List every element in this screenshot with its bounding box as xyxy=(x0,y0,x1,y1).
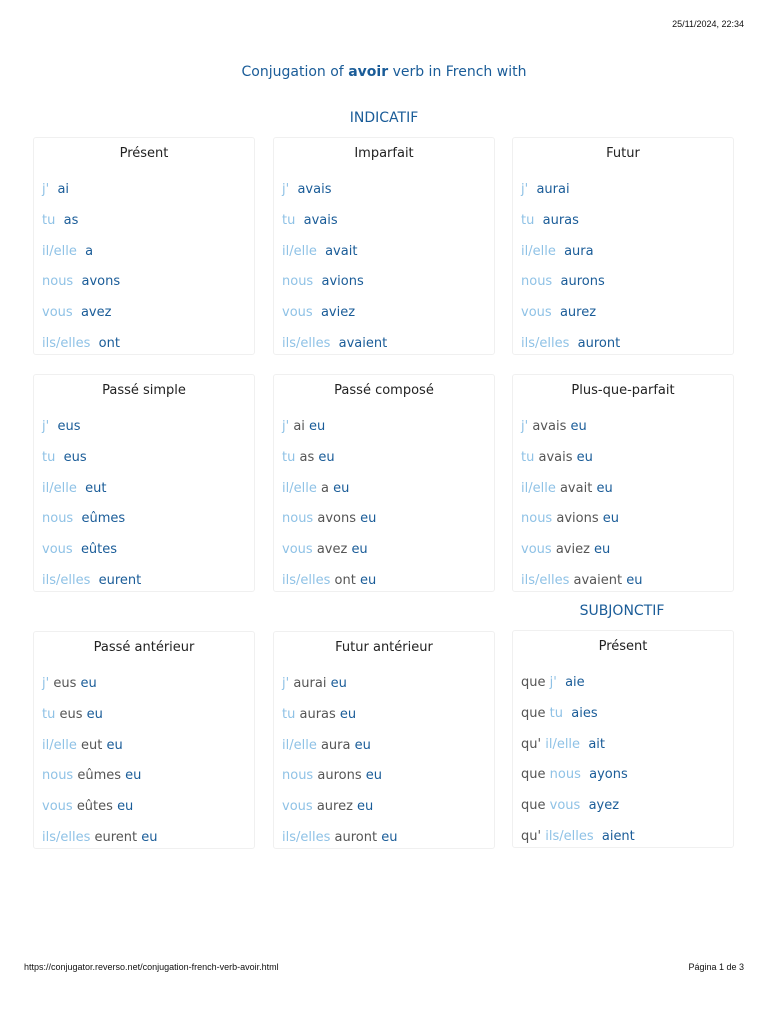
auxiliary: eûtes xyxy=(76,799,113,815)
verb-form: avais xyxy=(303,212,338,228)
verb-form: eu xyxy=(106,737,123,753)
pronoun: nous xyxy=(282,274,314,290)
verb-form: eus xyxy=(57,419,81,434)
pronoun: vous xyxy=(42,305,73,321)
auxiliary: eurent xyxy=(94,829,138,845)
auxiliary: eus xyxy=(53,676,77,691)
pronoun: nous xyxy=(282,768,314,784)
auxiliary: avaient xyxy=(573,572,623,588)
pronoun: tu xyxy=(521,212,535,228)
verb-form: eu xyxy=(351,542,368,558)
conjugation-row xyxy=(513,267,733,298)
title-suffix: verb in French with xyxy=(392,64,527,80)
pronoun: j' xyxy=(549,675,557,690)
conjugation-row xyxy=(513,329,733,360)
verb-form: as xyxy=(63,212,79,228)
verb-form: eu xyxy=(602,511,619,527)
tense-card-passe-simple xyxy=(33,374,255,592)
auxiliary: avez xyxy=(316,542,348,558)
verb-form: aie xyxy=(565,675,585,690)
conjugation-row xyxy=(274,412,494,443)
conjugation-row xyxy=(513,298,733,329)
verb-form: ont xyxy=(98,335,120,351)
pronoun: vous xyxy=(42,799,73,815)
auxiliary: ai xyxy=(293,419,305,434)
pronoun: il/elle xyxy=(545,736,581,752)
conjugation-row xyxy=(34,474,254,505)
conjugation-row xyxy=(513,504,733,535)
pronoun: tu xyxy=(521,449,535,465)
conjugation-row xyxy=(274,443,494,474)
pronoun: nous xyxy=(521,274,553,290)
prefix: qu' xyxy=(521,736,542,752)
verb-form: eu xyxy=(359,572,377,588)
pronoun: tu xyxy=(282,706,296,722)
verb-form: auras xyxy=(542,212,579,228)
pronoun: vous xyxy=(521,542,552,558)
auxiliary: aviez xyxy=(555,542,590,558)
conjugation-row xyxy=(513,730,733,761)
pronoun: nous xyxy=(549,767,581,783)
conjugation-row xyxy=(34,175,254,206)
verb-form: aura xyxy=(564,243,594,259)
pronoun: nous xyxy=(42,274,74,290)
verb-form: eu xyxy=(141,829,158,845)
conjugation-row xyxy=(34,792,254,823)
tense-card-present-subjonctif xyxy=(512,630,734,848)
verb-form: avez xyxy=(80,305,112,321)
print-date: 25/11/2024, 22:34 xyxy=(672,19,744,29)
auxiliary: avait xyxy=(559,480,593,496)
conjugation-row xyxy=(34,823,254,854)
pronoun: ils/elles xyxy=(282,572,331,588)
conjugation-row xyxy=(274,535,494,566)
verb-form: aient xyxy=(601,828,635,844)
auxiliary: avais xyxy=(538,449,573,465)
pronoun: ils/elles xyxy=(42,572,91,588)
conjugation-list xyxy=(513,668,733,853)
verb-form: avais xyxy=(297,182,332,197)
conjugation-row xyxy=(274,329,494,360)
tense-title: Présent xyxy=(598,639,648,654)
tense-title: Futur xyxy=(606,146,640,161)
verb-form: eûmes xyxy=(81,511,126,527)
verb-form: eu xyxy=(309,419,326,434)
verb-form: eu xyxy=(125,768,142,784)
conjugation-row xyxy=(34,566,254,597)
conjugation-row xyxy=(34,206,254,237)
conjugation-row xyxy=(34,731,254,762)
auxiliary: as xyxy=(299,449,315,465)
conjugation-row xyxy=(34,535,254,566)
verb-form: eu xyxy=(339,706,357,722)
pronoun: tu xyxy=(282,449,296,465)
prefix: que xyxy=(521,705,546,721)
conjugation-list xyxy=(34,175,254,360)
title-prefix: Conjugation of xyxy=(241,64,344,80)
verb-form: eut xyxy=(85,480,107,496)
conjugation-row xyxy=(274,474,494,505)
pronoun: il/elle xyxy=(282,737,317,753)
conjugation-row xyxy=(34,412,254,443)
tense-card-present xyxy=(33,137,255,355)
verb-form: eu xyxy=(626,572,643,588)
conjugation-row xyxy=(513,566,733,597)
pronoun: j' xyxy=(521,419,529,434)
pronoun: tu xyxy=(42,449,56,465)
pronoun: j' xyxy=(42,182,50,197)
verb-form: eu xyxy=(318,449,335,465)
tense-card-plus-que-parfait xyxy=(512,374,734,592)
footer-page-number: Página 1 de 3 xyxy=(688,962,744,972)
pronoun: vous xyxy=(282,542,313,558)
pronoun: j' xyxy=(42,676,50,691)
tense-title: Passé antérieur xyxy=(93,640,195,655)
verb-form: eu xyxy=(330,676,347,691)
verb-form: eu xyxy=(381,829,398,845)
conjugation-row xyxy=(513,175,733,206)
conjugation-row xyxy=(513,443,733,474)
pronoun: il/elle xyxy=(42,480,77,496)
pronoun: vous xyxy=(549,798,581,814)
conjugation-row xyxy=(34,267,254,298)
auxiliary: avais xyxy=(532,419,567,434)
conjugation-row xyxy=(34,761,254,792)
conjugation-row xyxy=(274,237,494,268)
verb-form: ayons xyxy=(589,767,628,783)
conjugation-row xyxy=(274,298,494,329)
tense-title: Présent xyxy=(119,146,169,161)
auxiliary: avions xyxy=(556,511,599,527)
conjugation-list xyxy=(34,412,254,597)
conjugation-row xyxy=(513,474,733,505)
auxiliary: eut xyxy=(80,737,103,753)
conjugation-row xyxy=(34,237,254,268)
verb-form: ai xyxy=(57,182,70,197)
pronoun: il/elle xyxy=(282,480,317,496)
pronoun: tu xyxy=(42,212,56,228)
conjugation-row xyxy=(274,206,494,237)
verb-form: eu xyxy=(357,799,374,815)
verb-form: eu xyxy=(360,511,377,527)
verb-form: eu xyxy=(86,706,103,722)
verb-form: eu xyxy=(80,676,97,691)
pronoun: ils/elles xyxy=(42,335,91,351)
conjugation-row xyxy=(34,504,254,535)
verb-form: aurez xyxy=(559,305,597,321)
section-heading-indicatif: INDICATIF xyxy=(349,110,419,126)
conjugation-row xyxy=(274,823,494,854)
verb-form: avaient xyxy=(338,335,388,351)
conjugation-list xyxy=(274,669,494,854)
conjugation-row xyxy=(513,206,733,237)
conjugation-row xyxy=(274,669,494,700)
auxiliary: auras xyxy=(299,706,336,722)
verb-form: aviez xyxy=(320,305,356,321)
conjugation-list xyxy=(513,175,733,360)
pronoun: tu xyxy=(282,212,296,228)
verb-form: eu xyxy=(117,799,134,815)
verb-form: eu xyxy=(333,480,350,496)
verb-form: eu xyxy=(594,542,611,558)
tense-title: Imparfait xyxy=(354,146,414,161)
pronoun: il/elle xyxy=(521,480,556,496)
pronoun: vous xyxy=(282,305,313,321)
verb-form: eu xyxy=(596,480,613,496)
pronoun: j' xyxy=(282,676,290,691)
conjugation-list xyxy=(34,669,254,854)
tense-card-passe-compose xyxy=(273,374,495,592)
conjugation-row xyxy=(274,267,494,298)
auxiliary: aurez xyxy=(316,799,353,815)
verb-form: auront xyxy=(577,335,621,351)
verb-form: eurent xyxy=(98,572,142,588)
tense-card-imparfait xyxy=(273,137,495,355)
auxiliary: eûmes xyxy=(77,768,122,784)
pronoun: ils/elles xyxy=(521,335,570,351)
pronoun: j' xyxy=(42,419,50,434)
prefix: que xyxy=(521,767,546,783)
pronoun: nous xyxy=(282,511,314,527)
verb-form: avions xyxy=(321,274,364,290)
footer-url: https://conjugator.reverso.net/conjugation-french-verb-avoir.html xyxy=(24,962,279,972)
verb-form: a xyxy=(85,243,94,259)
pronoun: ils/elles xyxy=(521,572,570,588)
pronoun: tu xyxy=(42,706,56,722)
verb-form: eûtes xyxy=(80,542,118,558)
conjugation-row xyxy=(274,566,494,597)
auxiliary: a xyxy=(320,480,329,496)
verb-form: eus xyxy=(63,449,87,465)
verb-form: avons xyxy=(81,274,121,290)
conjugation-row xyxy=(513,668,733,699)
conjugation-row xyxy=(34,329,254,360)
tense-title: Passé simple xyxy=(102,383,186,398)
pronoun: ils/elles xyxy=(42,829,91,845)
verb-form: avait xyxy=(325,243,358,259)
tense-card-passe-anterieur xyxy=(33,631,255,849)
pronoun: vous xyxy=(521,305,552,321)
conjugation-list xyxy=(274,412,494,597)
conjugation-row xyxy=(274,792,494,823)
verb-form: ait xyxy=(588,736,605,752)
pronoun: vous xyxy=(282,799,313,815)
prefix: que xyxy=(521,798,546,814)
conjugation-row xyxy=(513,535,733,566)
verb-form: aies xyxy=(571,705,598,721)
title-verb: avoir xyxy=(348,64,389,80)
auxiliary: aura xyxy=(320,737,351,753)
verb-form: eu xyxy=(354,737,371,753)
verb-form: aurai xyxy=(536,182,570,197)
verb-form: eu xyxy=(365,768,382,784)
conjugation-row xyxy=(274,175,494,206)
pronoun: ils/elles xyxy=(545,828,594,844)
conjugation-list xyxy=(274,175,494,360)
conjugation-row xyxy=(34,669,254,700)
conjugation-row xyxy=(513,412,733,443)
pronoun: j' xyxy=(282,419,290,434)
conjugation-row xyxy=(274,504,494,535)
conjugation-row xyxy=(513,791,733,822)
tense-title: Plus-que-parfait xyxy=(571,383,675,398)
tense-card-futur-anterieur xyxy=(273,631,495,849)
tense-card-futur xyxy=(512,137,734,355)
pronoun: nous xyxy=(42,511,74,527)
conjugation-row xyxy=(513,237,733,268)
tense-title: Passé composé xyxy=(334,383,434,398)
page-title xyxy=(0,64,768,80)
conjugation-row xyxy=(274,761,494,792)
pronoun: il/elle xyxy=(42,737,77,753)
pronoun: nous xyxy=(521,511,553,527)
pronoun: ils/elles xyxy=(282,829,331,845)
pronoun: j' xyxy=(282,182,290,197)
conjugation-row xyxy=(34,700,254,731)
auxiliary: aurai xyxy=(293,676,327,691)
prefix: qu' xyxy=(521,828,542,844)
auxiliary: avons xyxy=(317,511,356,527)
conjugation-row xyxy=(274,700,494,731)
conjugation-row xyxy=(34,298,254,329)
pronoun: tu xyxy=(549,705,563,721)
pronoun: il/elle xyxy=(282,243,317,259)
pronoun: il/elle xyxy=(521,243,556,259)
auxiliary: aurons xyxy=(317,768,362,784)
prefix: que xyxy=(521,675,546,690)
pronoun: vous xyxy=(42,542,73,558)
conjugation-row xyxy=(34,443,254,474)
pronoun: ils/elles xyxy=(282,335,331,351)
tense-title: Futur antérieur xyxy=(335,640,433,655)
conjugation-row xyxy=(513,760,733,791)
conjugation-row xyxy=(513,699,733,730)
verb-form: ayez xyxy=(588,798,620,814)
pronoun: il/elle xyxy=(42,243,77,259)
auxiliary: ont xyxy=(334,572,356,588)
verb-form: eu xyxy=(570,419,587,434)
verb-form: eu xyxy=(576,449,593,465)
pronoun: j' xyxy=(521,182,529,197)
conjugation-list xyxy=(513,412,733,597)
section-heading-subjonctif: SUBJONCTIF xyxy=(579,603,665,619)
auxiliary: auront xyxy=(334,829,378,845)
conjugation-row xyxy=(274,731,494,762)
verb-form: aurons xyxy=(560,274,605,290)
pronoun: nous xyxy=(42,768,74,784)
conjugation-row xyxy=(513,822,733,853)
auxiliary: eus xyxy=(59,706,83,722)
